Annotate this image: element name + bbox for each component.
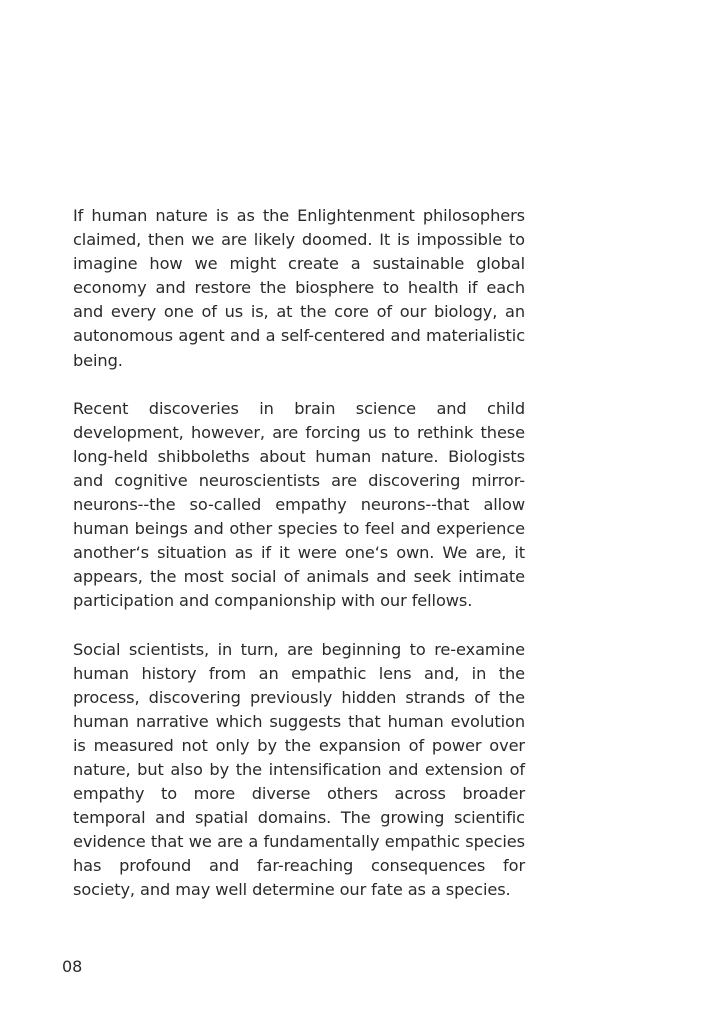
paragraph-brain-science: Recent discoveries in brain science and child development, however, are forcing us to rethink these long-held shibboleths about human nature. Biologists and cognitive neuroscientists are discovering mirror-neurons--the so-called empathy neurons--that allow human beings and other species to feel and experience another‘s situation as if it were one‘s own. We are, it appears, the most social of animals and seek intimate participation and companionship with our fellows. — [73, 398, 525, 611]
paragraph-social-scientists: Social scientists, in turn, are beginning to re-examine human history from an empathic lens and, in the process, discovering previously hidden strands of the human narrative which suggests that human evolution is measured not only by the expansion of power over nature, but also by the intensification and extension of empathy to more diverse others across broader temporal and spatial domains. The growing scientific evidence that we are a fundamentally empathic species has profound and far-reaching consequences for society, and may well determine our fate as a species. — [73, 639, 525, 900]
paragraph-enlightenment: If human nature is as the Enlightenment philosophers claimed, then we are likely doomed. It is impossible to imagine how we might create a sustainable global economy and restore the biosphere to health if each and every one of us is, at the core of our biology, an autonomous agent and a self-centered and materialistic being. — [73, 206, 525, 370]
page-number: 08 — [62, 957, 83, 976]
body-text — [73, 204, 525, 927]
